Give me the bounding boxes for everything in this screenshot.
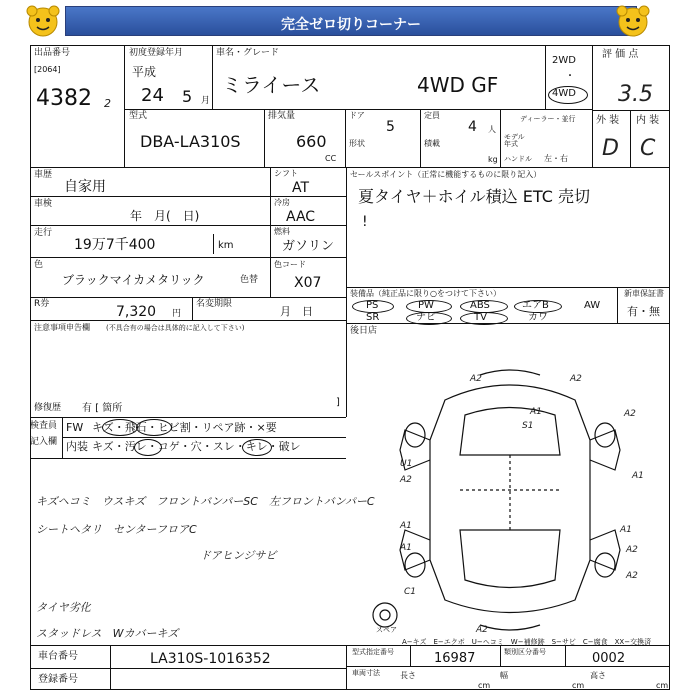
ext-label: 外 装 (596, 115, 620, 126)
model-label: 車名・グレード (216, 48, 280, 58)
mileage-value: 19万7千400 (74, 237, 156, 253)
damage-mark: A1 (400, 521, 412, 531)
first-reg-month: 5 (182, 87, 193, 106)
handle-value: 左・右 (544, 154, 568, 163)
sales-point-value: 夏タイヤ＋ホイル積込 ETC 売切 (358, 187, 590, 206)
dims-length: 長さ (400, 671, 416, 680)
repair-label: 修復歴 (34, 403, 62, 413)
mark-circle (136, 419, 172, 436)
dims-width: 幅 (500, 671, 508, 680)
warranty-value: 有・無 (627, 305, 660, 318)
score-value: 3.5 (618, 82, 653, 107)
load-unit: kg (488, 155, 498, 164)
shape-label: 形状 (349, 139, 365, 148)
equip-leather: カワ (528, 312, 548, 323)
displacement-value: 660 (296, 132, 327, 151)
capacity-label: 定員 (424, 111, 440, 120)
model-year-label: モデル年式 (504, 133, 525, 148)
aircon-value: AAC (286, 209, 316, 225)
fw-row: キズ・飛石・ヒビ割・リペア跡・×要 (92, 421, 277, 434)
dims-height-unit: cm (656, 681, 669, 690)
mark-circle (134, 439, 162, 456)
name-change-value: 月 日 (280, 305, 313, 318)
sales-point-label: セールスポイント（正常に機能するものに限り記入） (350, 170, 542, 179)
notes-sub: (不具合有の場合は具体的に記入して下さい) (106, 324, 245, 332)
lot-sub-number: [2064] (34, 65, 61, 74)
damage-mark: A2 (400, 475, 412, 485)
chassis-value: LA310S-1016352 (150, 651, 271, 667)
class-no-label: 類別区分番号 (504, 648, 546, 656)
mascot-icon (614, 2, 652, 40)
reg-label: 登録番号 (38, 674, 78, 685)
legend: A−キズ E−エクボ U−ヘコミ W−補修跡 S−サビ C−腐食 XX−交換済 (402, 638, 652, 646)
damage-mark: U1 (400, 459, 413, 469)
car-diagram (360, 360, 660, 640)
equip-airbag: エアB (522, 300, 549, 311)
usage-label: 車歴 (34, 170, 53, 180)
shaken-value: 年 月( 日) (130, 209, 200, 223)
repair-close: ] (336, 397, 340, 408)
damage-mark: A2 (570, 374, 582, 384)
warranty-label: 新車保証書 (624, 289, 664, 298)
spare-label: スペア (376, 626, 397, 634)
notes-label: 注意事項申告欄 (34, 323, 90, 332)
dims-height: 高さ (590, 671, 606, 680)
damage-mark: A1 (530, 407, 542, 417)
color-value: ブラックマイカメタリック (62, 273, 205, 287)
back-seat-label: 後日店 (350, 326, 378, 336)
mascot-icon (24, 2, 62, 40)
sales-point-extra: ! (362, 214, 368, 230)
mileage-label: 走行 (34, 228, 53, 238)
handle-label: ハンドル (504, 155, 532, 163)
inspector-label-1: 検査員 (30, 421, 58, 431)
equip-sr: SR (366, 312, 380, 323)
mark-circle (242, 439, 272, 456)
first-reg-year: 24 (141, 85, 164, 106)
name-change-label: 名変期限 (196, 299, 233, 309)
chassis-label: 車台番号 (38, 651, 78, 662)
type-value: DBA-LA310S (140, 132, 241, 151)
color-code-label: 色コード (274, 260, 306, 269)
ext-value: D (602, 136, 619, 161)
header-bar (65, 6, 637, 36)
capacity-unit: 人 (488, 125, 496, 134)
recycle-label: R券 (34, 299, 50, 309)
header-title: 完全ゼロ切りコーナー (281, 17, 421, 33)
recycle-value: 7,320 (116, 304, 157, 320)
equip-pw: PW (418, 300, 434, 311)
equip-ps: PS (366, 300, 379, 311)
mileage-unit: km (218, 240, 234, 251)
equip-tv: TV (474, 312, 487, 323)
hand-note-4: タイヤ劣化 (36, 601, 91, 614)
color-change-label: 色替 (240, 275, 259, 285)
damage-mark: A2 (476, 625, 488, 635)
first-reg-month-unit: 月 (201, 96, 211, 106)
dealer-label: ディーラー・並行 (520, 115, 576, 123)
first-reg-label: 初度登録年月 (129, 48, 184, 58)
model-grade: 4WD GF (417, 73, 499, 97)
damage-mark: A2 (626, 571, 638, 581)
lot-suffix: 2 (104, 97, 111, 110)
int-label: 内 装 (636, 115, 660, 126)
int-value: C (640, 136, 656, 161)
damage-mark: A2 (624, 409, 636, 419)
hand-note-3: ドアヒンジサビ (200, 549, 277, 562)
class-no-value: 0002 (592, 651, 626, 666)
capacity-value: 4 (468, 119, 477, 135)
interior-row: キズ・汚レ・コゲ・穴・スレ・キレ・破レ (92, 440, 301, 453)
shift-label: シフト (274, 169, 298, 178)
hand-note-1: キズヘコミ ウスキズ フロントバンパーSC 左フロントバンパーC (36, 495, 375, 508)
lot-number: 4382 (36, 86, 92, 111)
equip-aw: AW (584, 300, 601, 311)
damage-mark: A2 (626, 545, 638, 555)
displacement-unit: CC (325, 154, 337, 163)
lot-label: 出品番号 (34, 48, 71, 58)
load-label: 積載 (424, 139, 440, 148)
fw-head: FW (66, 421, 84, 434)
equipment-label: 装備品（純正品に限り○をつけて下さい） (350, 289, 501, 298)
damage-mark: S1 (522, 421, 534, 431)
recycle-unit: 円 (172, 309, 182, 319)
dims-label: 車両寸法 (352, 669, 380, 677)
drive-4wd: 4WD (552, 88, 576, 99)
model-name: ミライース (222, 73, 321, 97)
score-label: 評 価 点 (602, 49, 639, 60)
dims-length-unit: cm (478, 681, 491, 690)
equip-abs: ABS (470, 300, 490, 311)
damage-mark: A1 (632, 471, 644, 481)
header (0, 0, 700, 42)
repair-value: 有 [ 箇所 (82, 403, 123, 414)
interior-head: 内装 (66, 440, 88, 453)
spec-no-label: 型式指定番号 (352, 648, 394, 656)
damage-mark: A2 (470, 374, 482, 384)
drive-dot: ・ (565, 71, 575, 82)
inspector-label-2: 記入欄 (30, 437, 58, 447)
color-label: 色 (34, 260, 44, 270)
equip-navi: ナビ (416, 312, 436, 323)
damage-mark: C1 (404, 587, 417, 597)
doors-value: 5 (386, 119, 395, 135)
damage-mark: A1 (400, 543, 412, 553)
color-code-value: X07 (294, 275, 322, 291)
shaken-label: 車検 (34, 199, 53, 209)
aircon-label: 冷房 (274, 198, 290, 207)
fuel-label: 燃料 (274, 227, 290, 236)
spec-no-value: 16987 (434, 651, 476, 666)
first-reg-era: 平成 (132, 65, 157, 79)
hand-note-2: シートヘタリ センターフロアC (36, 523, 197, 536)
type-label: 型式 (129, 111, 148, 121)
hand-note-5: スタッドレス Wカバーキズ (36, 627, 179, 640)
mark-circle (102, 419, 138, 436)
shift-value: AT (292, 180, 310, 196)
fuel-value: ガソリン (282, 239, 335, 254)
displacement-label: 排気量 (268, 111, 296, 121)
dims-width-unit: cm (572, 681, 585, 690)
usage-value: 自家用 (64, 179, 106, 195)
doors-label: ドア (349, 111, 365, 120)
drive-2wd: 2WD (552, 55, 576, 66)
damage-mark: A1 (620, 525, 632, 535)
